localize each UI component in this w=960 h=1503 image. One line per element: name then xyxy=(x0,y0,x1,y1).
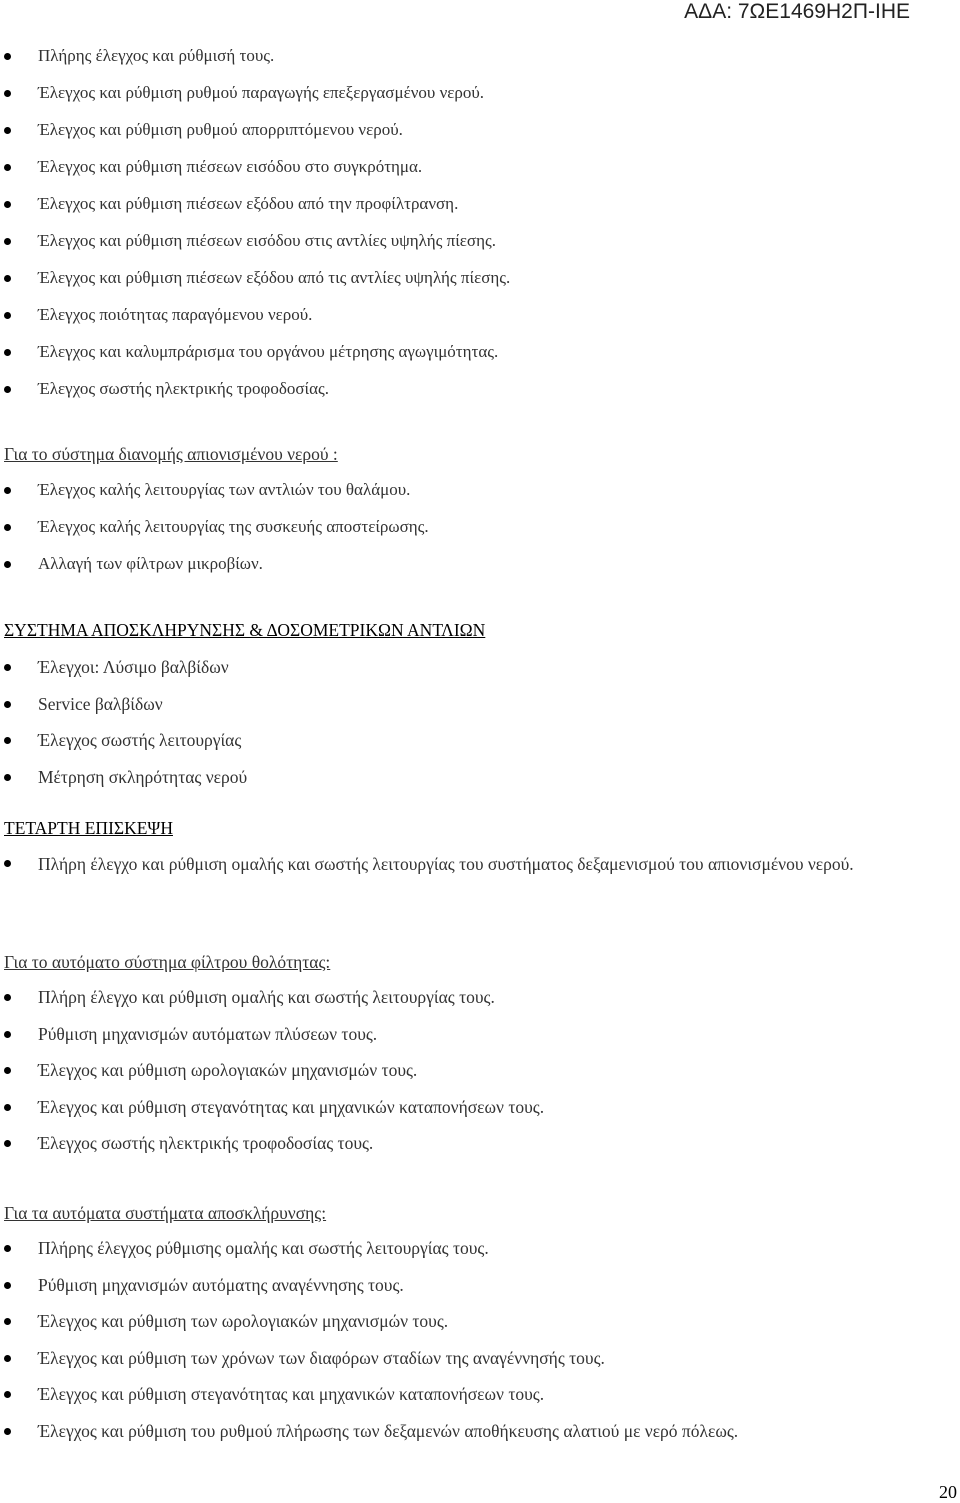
list-item: Ρύθμιση μηχανισμών αυτόματης αναγέννησης τους. xyxy=(0,1276,960,1313)
softening-list xyxy=(0,658,960,804)
list-item: Έλεγχος καλής λειτουργίας των αντλιών του θαλάμου. xyxy=(0,481,960,518)
list-item: Αλλαγή των φίλτρων μικροβίων. xyxy=(0,555,960,592)
list-item: Πλήρης έλεγχος ρύθμισης ομαλής και σωστής λειτουργίας τους. xyxy=(0,1239,960,1276)
list-item: Έλεγχος και ρύθμιση πιέσεων εισόδου στο συγκρότημα. xyxy=(0,158,960,195)
list-item: Πλήρη έλεγχο και ρύθμιση ομαλής και σωστής λειτουργίας του συστήματος δεξαμενισμού του απιονισμένου νερού. xyxy=(0,849,956,909)
list-item: Έλεγχος και ρύθμιση ωρολογιακών μηχανισμών τους. xyxy=(0,1061,960,1098)
list-item: Έλεγχος και καλυμπράρισμα του οργάνου μέτρησης αγωγιμότητας. xyxy=(0,343,960,380)
section-heading-turbidity: Για το αυτόματο σύστημα φίλτρου θολότητας: xyxy=(4,952,331,972)
section-heading-auto-softening: Για τα αυτόματα συστήματα αποσκλήρυνσης: xyxy=(4,1203,327,1223)
fourth-visit-list xyxy=(0,849,960,909)
turbidity-list xyxy=(0,988,960,1171)
list-item: Έλεγχος σωστής ηλεκτρικής τροφοδοσίας τους. xyxy=(0,1134,960,1171)
list-item: Έλεγχος ποιότητας παραγόμενου νερού. xyxy=(0,306,960,343)
list-item: Έλεγχος σωστής λειτουργίας xyxy=(0,731,960,768)
list-item: Έλεγχοι: Λύσιμο βαλβίδων xyxy=(0,658,960,695)
section-heading-softening: ΣΥΣΤΗΜΑ ΑΠΟΣΚΛΗΡΥΝΣΗΣ & ΔΟΣΟΜΕΤΡΙΚΩΝ ΑΝΤΛΙΩΝ xyxy=(4,620,486,640)
list-item: Έλεγχος σωστής ηλεκτρικής τροφοδοσίας. xyxy=(0,380,960,417)
list-item: Έλεγχος καλής λειτουργίας της συσκευής αποστείρωσης. xyxy=(0,518,960,555)
list-item: Έλεγχος και ρύθμιση του ρυθμού πλήρωσης των δεξαμενών αποθήκευσης αλατιού με νερό πόλεως. xyxy=(0,1422,960,1459)
list-item: Έλεγχος και ρύθμιση ρυθμού παραγωγής επεξεργασμένου νερού. xyxy=(0,84,960,121)
list-item: Πλήρης έλεγχος και ρύθμισή τους. xyxy=(0,47,960,84)
maintenance-list xyxy=(0,47,960,417)
list-item: Έλεγχος και ρύθμιση πιέσεων εξόδου από την προφίλτρανση. xyxy=(0,195,960,232)
list-item: Έλεγχος και ρύθμιση πιέσεων εισόδου στις αντλίες υψηλής πίεσης. xyxy=(0,232,960,269)
list-item: Έλεγχος και ρύθμιση πιέσεων εξόδου από τις αντλίες υψηλής πίεσης. xyxy=(0,269,960,306)
section-heading-deionized: Για το σύστημα διανομής απιονισμένου νερού : xyxy=(4,444,338,464)
auto-softening-list xyxy=(0,1239,960,1458)
list-item: Έλεγχος και ρύθμιση ρυθμού απορριπτόμενου νερού. xyxy=(0,121,960,158)
list-item: Service βαλβίδων xyxy=(0,695,960,732)
list-item: Έλεγχος και ρύθμιση στεγανότητας και μηχανικών καταπονήσεων τους. xyxy=(0,1098,960,1135)
deionized-list xyxy=(0,481,960,592)
page-number: 20 xyxy=(939,1482,957,1502)
list-item: Έλεγχος και ρύθμιση των χρόνων των διαφόρων σταδίων της αναγέννησής τους. xyxy=(0,1349,960,1386)
list-item: Ρύθμιση μηχανισμών αυτόματων πλύσεων τους. xyxy=(0,1025,960,1062)
ada-code: ΑΔΑ: 7ΩΕ1469Η2Π-ΙΗΕ xyxy=(684,0,910,23)
list-item: Έλεγχος και ρύθμιση στεγανότητας και μηχανικών καταπονήσεων τους. xyxy=(0,1385,960,1422)
section-heading-fourth-visit: ΤΕΤΑΡΤΗ ΕΠΙΣΚΕΨΗ xyxy=(4,818,173,838)
list-item: Πλήρη έλεγχο και ρύθμιση ομαλής και σωστής λειτουργίας τους. xyxy=(0,988,960,1025)
list-item: Μέτρηση σκληρότητας νερού xyxy=(0,768,960,805)
list-item: Έλεγχος και ρύθμιση των ωρολογιακών μηχανισμών τους. xyxy=(0,1312,960,1349)
